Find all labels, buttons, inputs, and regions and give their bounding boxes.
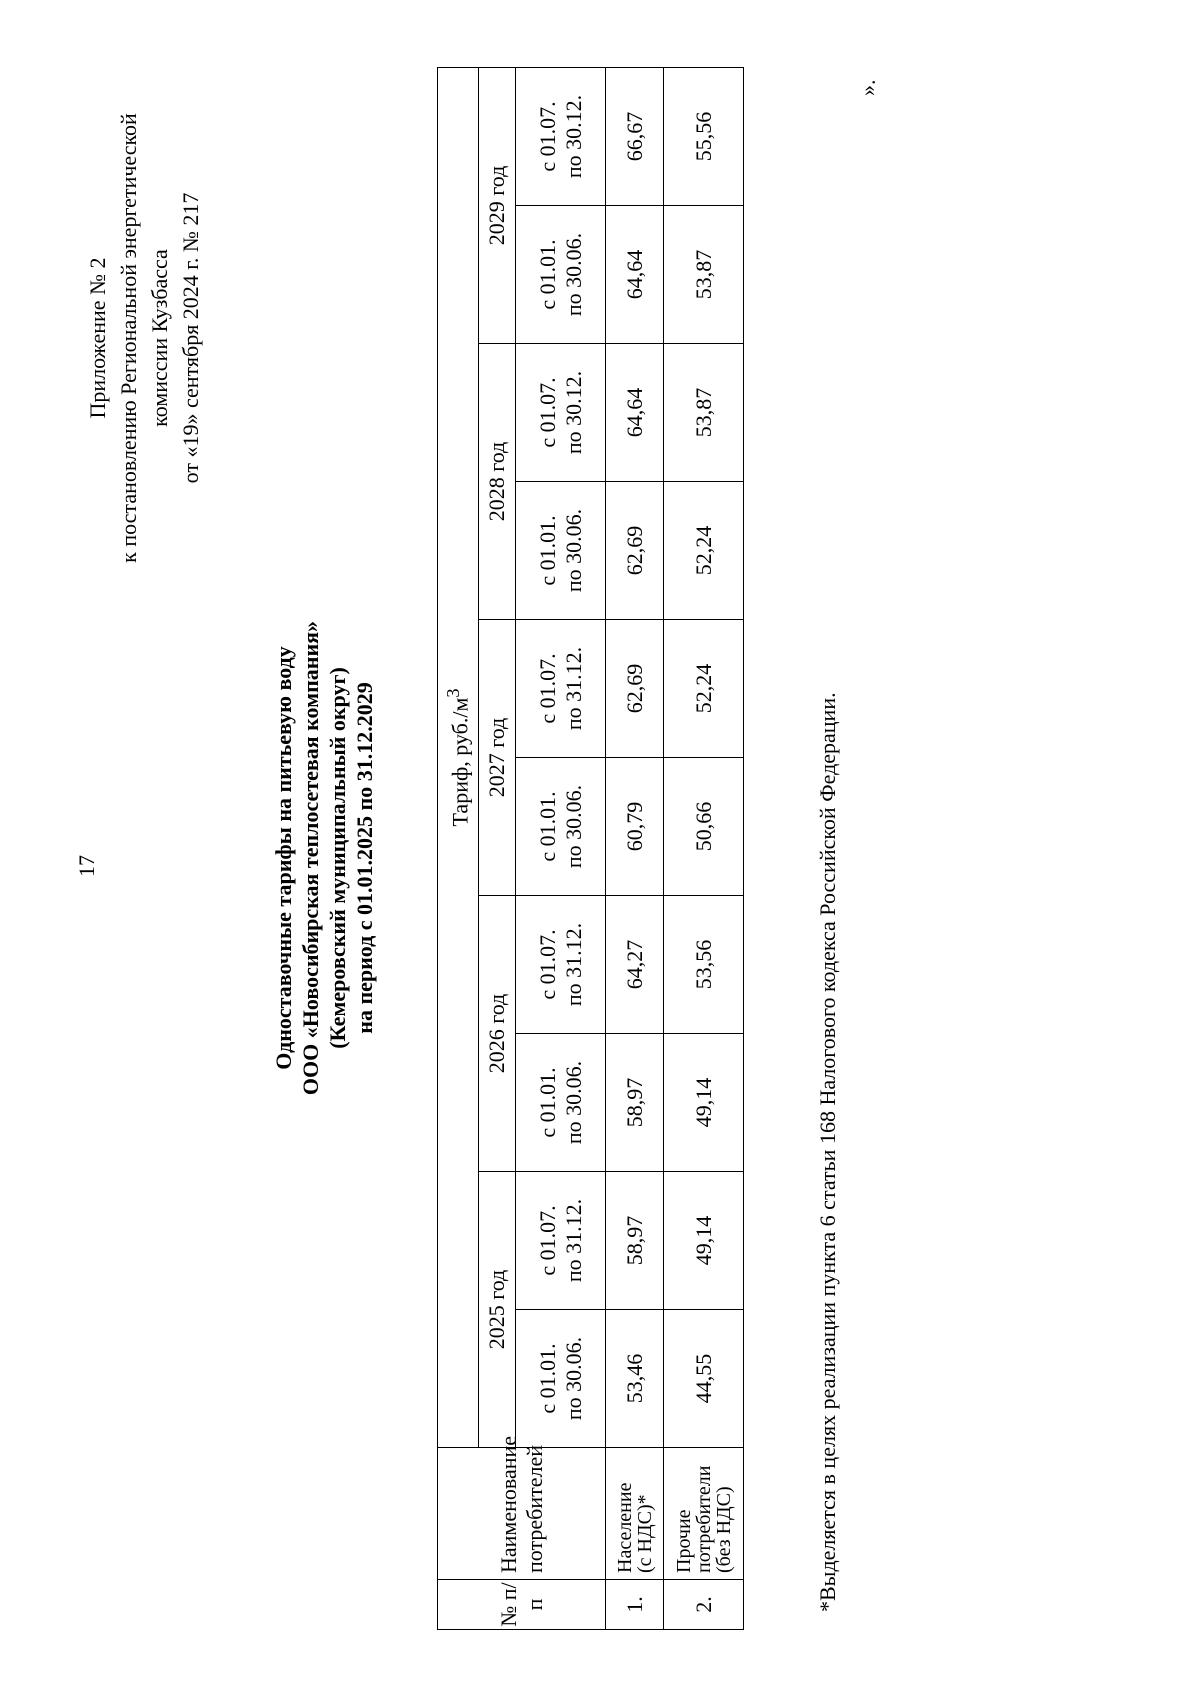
header-row-periods xyxy=(516,67,606,1629)
year-header: 2025 год xyxy=(479,1172,516,1448)
period-to: по 30.06. xyxy=(560,1336,586,1421)
tariff-value: 49,14 xyxy=(664,1034,744,1172)
document-title xyxy=(270,468,378,1248)
appendix-line-4: от «19» сентября 2024 г. № 217 xyxy=(178,192,203,484)
period-header xyxy=(516,758,606,896)
tariff-value: 58,97 xyxy=(606,1172,664,1310)
period-to: по 31.12. xyxy=(560,922,586,1007)
period-to: по 30.06. xyxy=(560,784,586,869)
tariff-value: 53,87 xyxy=(664,344,744,482)
closing-quote-mark: ». xyxy=(855,79,880,96)
title-line-1: Одноставочные тарифы на питьевую воду xyxy=(271,646,296,1070)
row-number: 2. xyxy=(664,1580,744,1630)
tariff-table xyxy=(437,67,744,1630)
period-header xyxy=(516,620,606,758)
year-header: 2026 год xyxy=(479,896,516,1172)
period-header xyxy=(516,1172,606,1310)
period-header xyxy=(516,1034,606,1172)
tariff-value: 64,64 xyxy=(606,344,664,482)
tariff-value: 66,67 xyxy=(606,67,664,205)
year-header: 2029 год xyxy=(479,67,516,343)
tariff-value: 58,97 xyxy=(606,1034,664,1172)
period-to: по 31.12. xyxy=(560,646,586,731)
period-from: с 01.01. xyxy=(534,791,560,862)
footnote: *Выделяется в целях реализации пункта 6 статьи 168 Налогового кодекса Российской Федерации. xyxy=(815,692,840,1612)
period-from: с 01.07. xyxy=(534,653,560,724)
appendix-reference xyxy=(82,38,206,638)
tariff-value: 52,24 xyxy=(664,620,744,758)
table-row xyxy=(606,67,664,1629)
period-header xyxy=(516,206,606,344)
header-tariff xyxy=(438,67,479,1447)
period-to: по 30.06. xyxy=(560,508,586,593)
period-to: по 31.12. xyxy=(560,1198,586,1283)
page-number: 17 xyxy=(74,855,99,877)
header-row-tariff xyxy=(438,67,479,1629)
period-from: с 01.01. xyxy=(534,515,560,586)
header-tariff-superscript: 3 xyxy=(442,688,463,698)
period-to: по 30.06. xyxy=(560,232,586,317)
tariff-value: 60,79 xyxy=(606,758,664,896)
tariff-value: 62,69 xyxy=(606,482,664,620)
tariff-value: 50,66 xyxy=(664,758,744,896)
period-header xyxy=(516,1310,606,1448)
tariff-value: 53,46 xyxy=(606,1310,664,1448)
title-line-2: ООО «Новосибирская теплосетевая компания» xyxy=(298,620,323,1096)
appendix-line-1: Приложение № 2 xyxy=(85,257,110,419)
tariff-value: 55,56 xyxy=(664,67,744,205)
period-from: с 01.01. xyxy=(534,1343,560,1414)
period-from: с 01.07. xyxy=(534,1205,560,1276)
period-header xyxy=(516,896,606,1034)
title-line-4: на период с 01.01.2025 по 31.12.2029 xyxy=(352,682,377,1034)
tariff-value: 62,69 xyxy=(606,620,664,758)
consumer-name-line: Прочие xyxy=(672,1509,695,1573)
period-from: с 01.01. xyxy=(534,1067,560,1138)
period-to: по 30.12. xyxy=(560,94,586,179)
tariff-value: 64,64 xyxy=(606,206,664,344)
period-from: с 01.01. xyxy=(534,239,560,310)
consumer-name xyxy=(664,1448,744,1580)
year-header: 2028 год xyxy=(479,344,516,620)
year-header: 2027 год xyxy=(479,620,516,896)
header-tariff-text: Тариф, руб./м xyxy=(447,697,473,827)
tariff-value: 53,56 xyxy=(664,896,744,1034)
title-line-3: (Кемеровский муниципальный округ) xyxy=(325,667,350,1049)
period-to: по 30.06. xyxy=(560,1060,586,1145)
table-row xyxy=(664,67,744,1629)
period-header xyxy=(516,344,606,482)
tariff-value: 64,27 xyxy=(606,896,664,1034)
period-header xyxy=(516,482,606,620)
consumer-name-line: (без НДС) xyxy=(712,1486,735,1573)
tariff-value: 49,14 xyxy=(664,1172,744,1310)
appendix-line-3: комиссии Кузбасса xyxy=(147,249,172,427)
consumer-name-line: Население xyxy=(613,1482,636,1573)
period-header xyxy=(516,67,606,205)
appendix-line-2: к постановлению Региональной энергетической xyxy=(116,113,141,563)
header-number: № п/п xyxy=(438,1580,606,1630)
consumer-name-line: (с НДС)* xyxy=(633,1494,656,1573)
period-from: с 01.07. xyxy=(534,101,560,172)
header-row-years xyxy=(479,67,516,1629)
tariff-value: 44,55 xyxy=(664,1310,744,1448)
period-from: с 01.07. xyxy=(534,929,560,1000)
period-to: по 30.12. xyxy=(560,370,586,455)
period-from: с 01.07. xyxy=(534,377,560,448)
tariff-value: 53,87 xyxy=(664,206,744,344)
tariff-value: 52,24 xyxy=(664,482,744,620)
row-number: 1. xyxy=(606,1580,664,1630)
consumer-name-line: потребители xyxy=(692,1465,715,1573)
consumer-name xyxy=(606,1448,664,1580)
header-consumer-name: Наименование потребителей xyxy=(438,1448,606,1580)
